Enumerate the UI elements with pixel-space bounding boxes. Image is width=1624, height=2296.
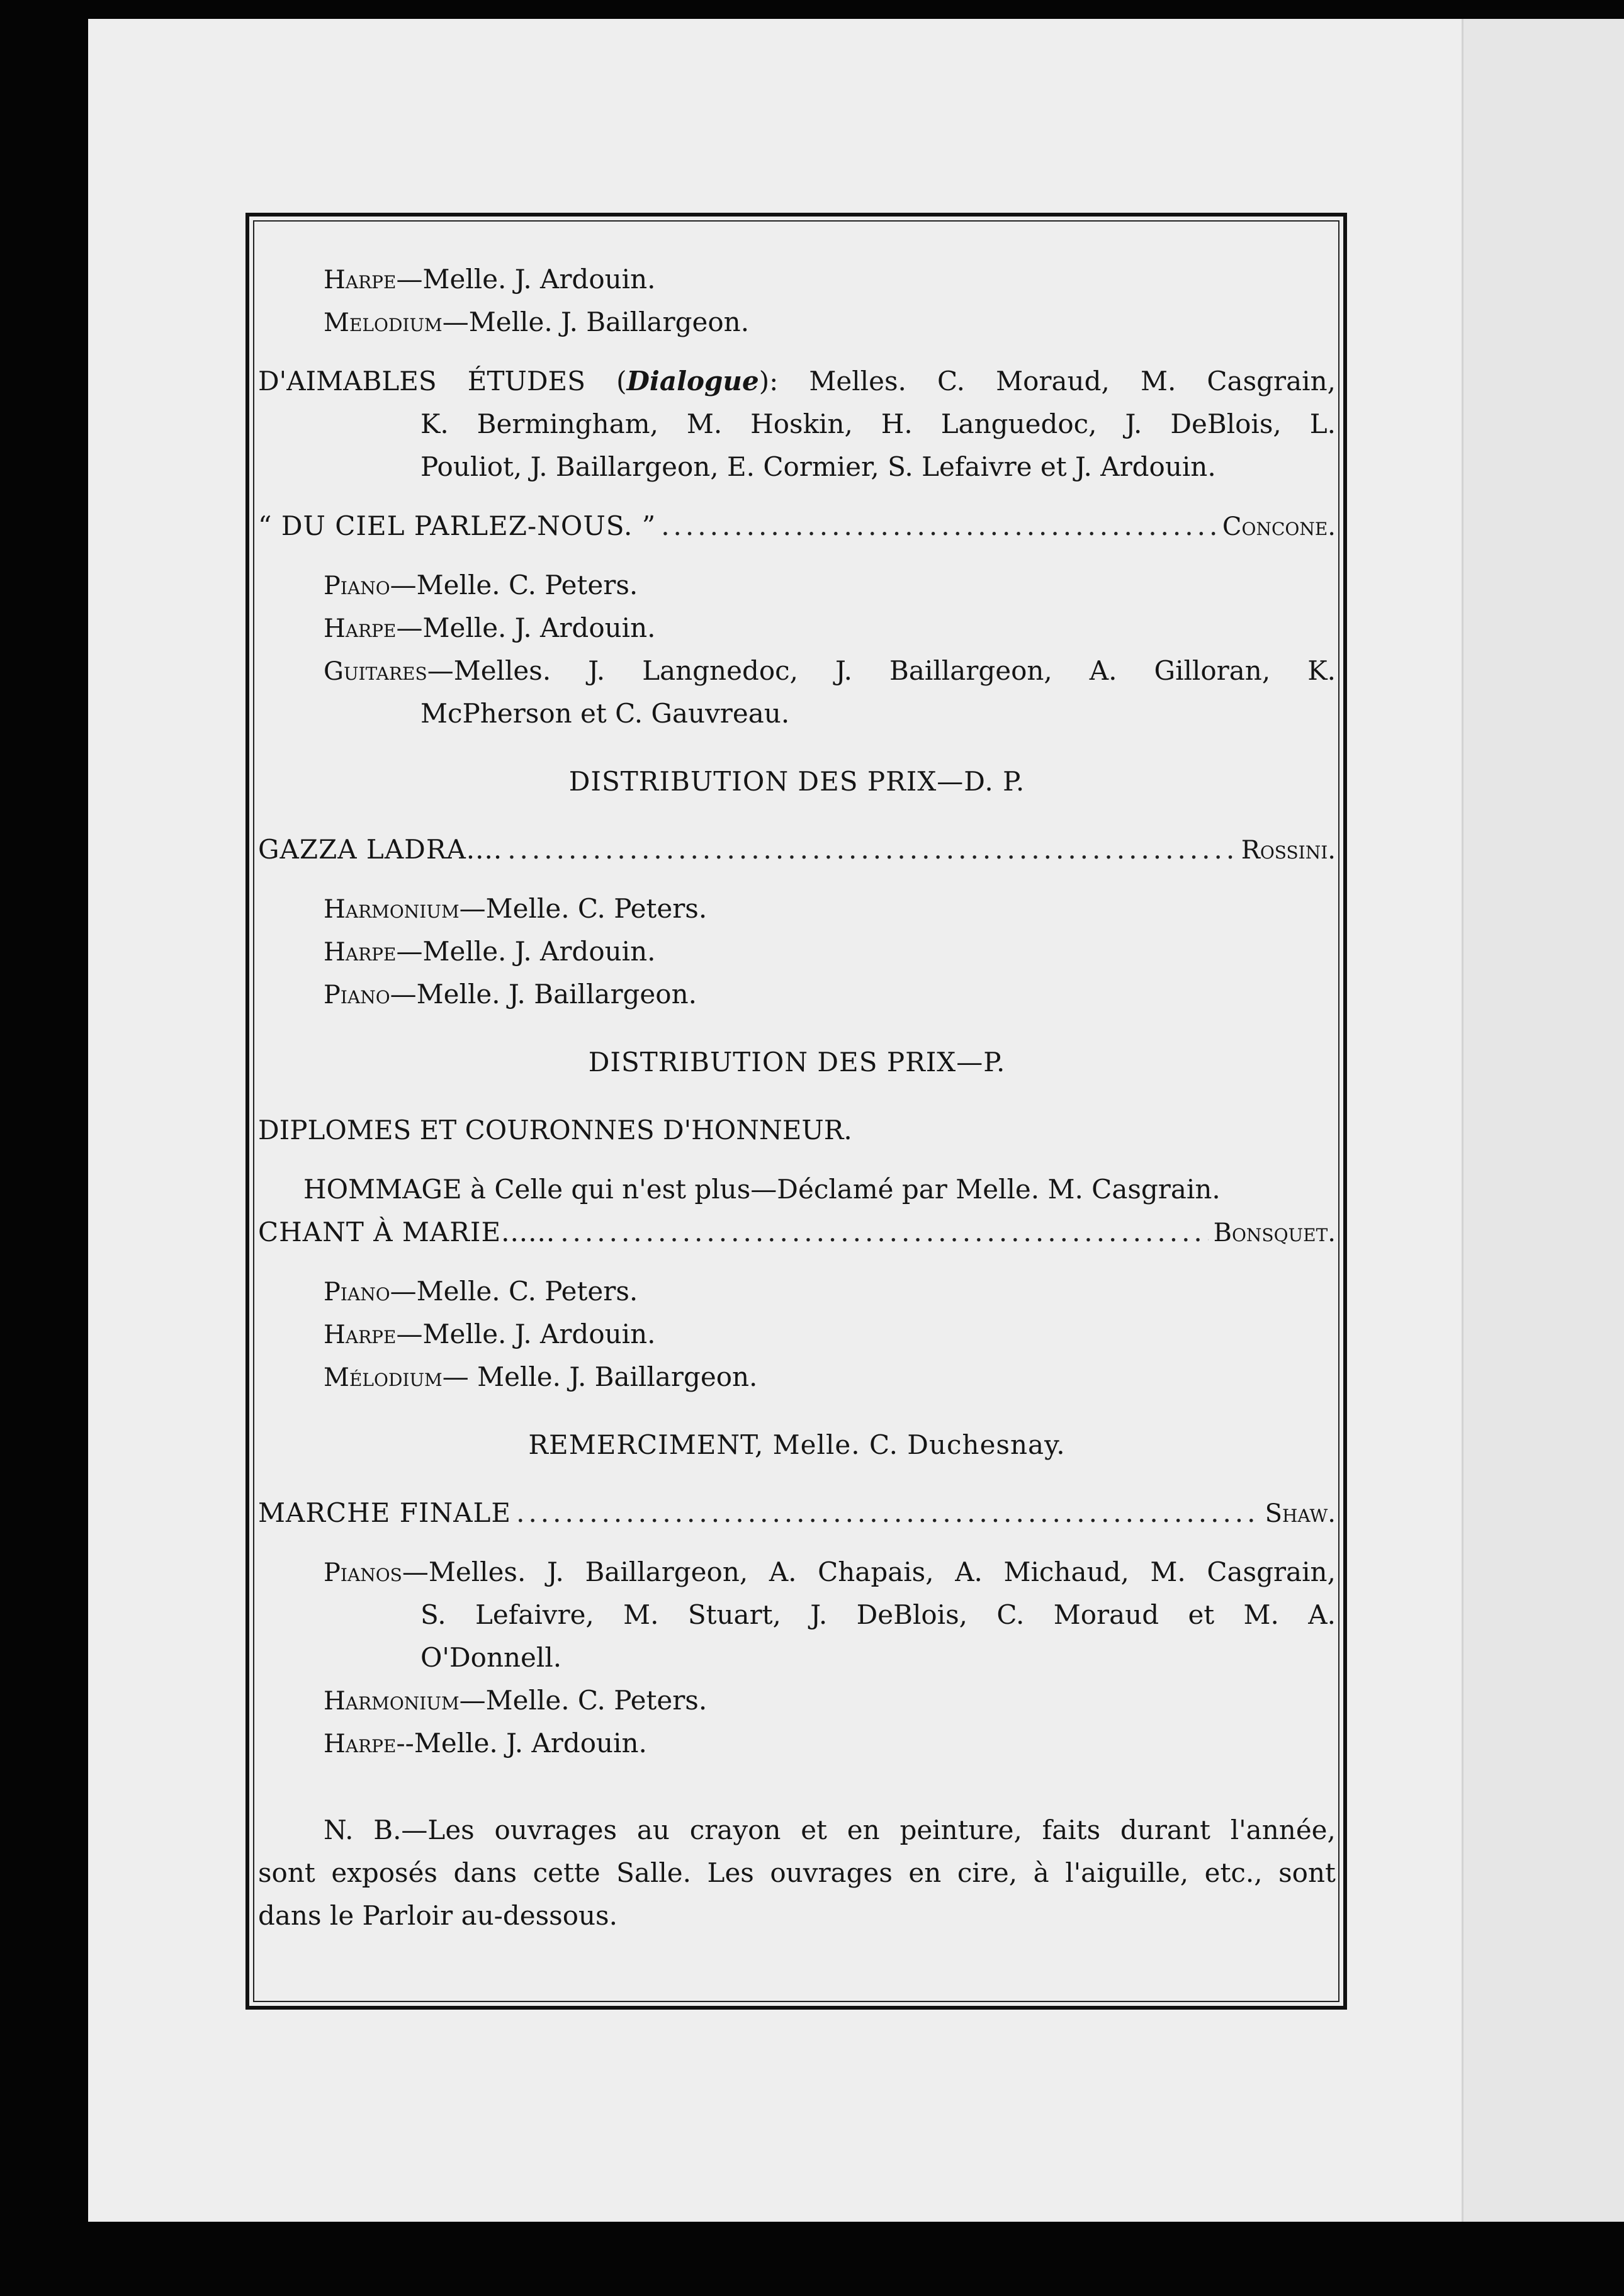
word: Guitares—Melles. [324, 655, 551, 686]
instrument-name: Harpe [324, 266, 397, 295]
word: ÉTUDES [467, 366, 585, 397]
word: A. [1308, 1599, 1336, 1630]
word: M. [1243, 1599, 1279, 1630]
spacer [258, 1152, 1336, 1168]
program-line: O'Donnell. [420, 1642, 562, 1673]
spacer [258, 1254, 1336, 1270]
composer-name: Bonsquet. [1213, 1218, 1336, 1247]
word: Michaud, [1003, 1556, 1129, 1587]
program-line [258, 828, 1336, 871]
word: durant [1120, 1815, 1210, 1845]
program-line [258, 1270, 1336, 1313]
word: DeBlois, [856, 1599, 968, 1630]
word: N. [324, 1815, 354, 1845]
word: A. [769, 1556, 797, 1587]
word: sont [1278, 1857, 1336, 1888]
word: et [801, 1815, 827, 1845]
spacer [258, 1084, 1336, 1109]
word: Hoskin, [750, 408, 853, 439]
program-line [258, 301, 1336, 344]
instrument-name: Piano [324, 981, 390, 1010]
spacer [258, 735, 1336, 760]
program-line [258, 360, 1336, 403]
instrument-name: Melodium [324, 308, 443, 337]
instrument-name: Piano [324, 1278, 390, 1307]
dot-leader [507, 828, 1236, 871]
word: A. [955, 1556, 983, 1587]
word: peinture, [899, 1815, 1022, 1845]
word: DeBlois, [1170, 408, 1282, 439]
word: Chapais, [818, 1556, 934, 1587]
instrument-name: Harpe [324, 1730, 397, 1759]
spacer [258, 1765, 1336, 1809]
instrument-name: Harpe [324, 1320, 397, 1349]
program-line [258, 1594, 1336, 1636]
word: Melles. [809, 366, 906, 397]
performer-names: —Melle. J. Baillargeon. [442, 307, 750, 337]
program-line [258, 258, 1336, 301]
word: Casgrain, [1207, 366, 1336, 397]
program-line: dans le Parloir au-dessous. [258, 1900, 617, 1931]
spacer [258, 871, 1336, 887]
program-line: HOMMAGE à Celle qui n'est plus—Déclamé par Melle. M. Casgrain. [303, 1174, 1221, 1205]
instrument-name: Piano [324, 571, 390, 600]
word: Les [707, 1857, 754, 1888]
word: J. [810, 1599, 828, 1630]
word: M. [1150, 1556, 1186, 1587]
performer-names: —Melle. C. Peters. [390, 1276, 638, 1307]
section-heading: DISTRIBUTION DES PRIX—D. P. [568, 766, 1025, 797]
spacer [258, 1534, 1336, 1551]
program-line [258, 505, 1336, 548]
instrument-name: Harpe [324, 938, 397, 967]
instrument-name: Harmonium [324, 1687, 460, 1716]
composer-name: Concone. [1222, 512, 1336, 541]
program-line [258, 973, 1336, 1016]
spacer [258, 548, 1336, 564]
word: à [1033, 1857, 1049, 1888]
section-heading: DISTRIBUTION DES PRIX—P. [588, 1047, 1006, 1078]
spacer [258, 1398, 1336, 1424]
piece-title: MARCHE FINALE [258, 1497, 512, 1528]
word: Lefaivre, [475, 1599, 594, 1630]
word: Languedoc, [940, 408, 1097, 439]
program-line [258, 930, 1336, 973]
word: Bermingham, [476, 408, 658, 439]
piece-title: “ DU CIEL PARLEZ-NOUS. ” [258, 510, 657, 541]
word: Stuart, [687, 1599, 781, 1630]
word: cette [533, 1857, 601, 1888]
instrument-name: Mélodium [324, 1363, 443, 1392]
word: Baillargeon, [585, 1556, 748, 1587]
word: dans [453, 1857, 517, 1888]
program-line [258, 1722, 1336, 1765]
word: A. [1089, 655, 1117, 686]
program-line [258, 403, 1336, 446]
word: H. [881, 408, 913, 439]
word: Moraud, [996, 366, 1110, 397]
word: C. [937, 366, 965, 397]
program-line: DIPLOMES ET COURONNES D'HONNEUR. [258, 1115, 852, 1145]
performer-names: —Melle. J. Ardouin. [396, 1319, 656, 1349]
performer-names: —Melle. J. Ardouin. [396, 264, 656, 295]
program-line [258, 887, 1336, 930]
word: M. [623, 1599, 659, 1630]
word: Moraud [1053, 1599, 1159, 1630]
dot-leader [516, 1492, 1260, 1534]
spacer [258, 1466, 1336, 1492]
performer-names: --Melle. J. Ardouin. [396, 1728, 647, 1759]
word: B.—Les [373, 1815, 475, 1845]
spacer [258, 344, 1336, 360]
word: l'aiguille, [1065, 1857, 1189, 1888]
word: C. [996, 1599, 1025, 1630]
italic-word: Dialogue [626, 366, 759, 397]
instrument-name: Pianos [324, 1558, 402, 1587]
instrument-name: Harpe [324, 614, 397, 643]
word: M. [1140, 366, 1176, 397]
word: S. [420, 1599, 446, 1630]
performer-names: —Melle. J. Ardouin. [396, 612, 656, 643]
word: faits [1042, 1815, 1101, 1845]
program-line [258, 1679, 1336, 1722]
program-line [258, 1809, 1336, 1852]
word: sont [258, 1857, 315, 1888]
composer-name: Rossini. [1241, 836, 1336, 865]
spacer [258, 488, 1336, 505]
word: etc., [1204, 1857, 1263, 1888]
program-line [258, 1551, 1336, 1594]
program-list [258, 258, 1336, 1937]
word: Salle. [616, 1857, 692, 1888]
program-line [258, 1211, 1336, 1254]
program-line [258, 564, 1336, 607]
word: en [908, 1857, 942, 1888]
dot-leader [661, 505, 1217, 548]
word: Baillargeon, [889, 655, 1052, 686]
word: K. [1307, 655, 1336, 686]
composer-name: Shaw. [1265, 1499, 1336, 1528]
word: Gilloran, [1154, 655, 1271, 686]
performer-names: —Melle. C. Peters. [459, 893, 708, 924]
word: (Dialogue): [616, 366, 779, 397]
instrument-name: Guitares [324, 657, 427, 686]
section-heading: REMERCIMENT, Melle. C. Duchesnay. [528, 1429, 1066, 1460]
word: et [1188, 1599, 1215, 1630]
word: cire, [957, 1857, 1018, 1888]
word: ouvrages [494, 1815, 617, 1845]
word: exposés [331, 1857, 437, 1888]
word: J. [835, 655, 852, 686]
performer-names: —Melle. C. Peters. [459, 1685, 708, 1716]
spacer [258, 803, 1336, 828]
program-line [258, 607, 1336, 650]
word: ouvrages [770, 1857, 893, 1888]
word: D'AIMABLES [258, 366, 437, 397]
program-line: McPherson et C. Gauvreau. [420, 698, 790, 729]
piece-title: CHANT À MARIE...... [258, 1217, 556, 1247]
program-line [258, 1852, 1336, 1894]
program-line [258, 1313, 1336, 1356]
program-line [258, 650, 1336, 692]
word: J. [1125, 408, 1142, 439]
performer-names: —Melle. J. Ardouin. [396, 936, 656, 967]
word: Casgrain, [1207, 1556, 1336, 1587]
word: M. [686, 408, 723, 439]
word: crayon [689, 1815, 781, 1845]
word: J. [588, 655, 606, 686]
piece-title: GAZZA LADRA.... [258, 834, 503, 865]
performer-names: — Melle. J. Baillargeon. [442, 1361, 758, 1392]
word: en [847, 1815, 880, 1845]
program-line [258, 1356, 1336, 1398]
word: l'année, [1230, 1815, 1336, 1845]
paper-edge [1462, 19, 1624, 2222]
word: L. [1309, 408, 1336, 439]
instrument-name: Harmonium [324, 895, 460, 924]
performer-names: —Melle. C. Peters. [390, 570, 638, 600]
dot-leader [560, 1211, 1208, 1254]
word: J. [546, 1556, 564, 1587]
word: Langnedoc, [642, 655, 799, 686]
program-line: Pouliot, J. Baillargeon, E. Cormier, S. Lefaivre et J. Ardouin. [420, 451, 1216, 482]
word: au [636, 1815, 670, 1845]
word: Pianos—Melles. [324, 1556, 526, 1587]
word: K. [420, 408, 449, 439]
spacer [258, 1016, 1336, 1041]
program-line [258, 1492, 1336, 1534]
performer-names: —Melle. J. Baillargeon. [390, 979, 697, 1010]
